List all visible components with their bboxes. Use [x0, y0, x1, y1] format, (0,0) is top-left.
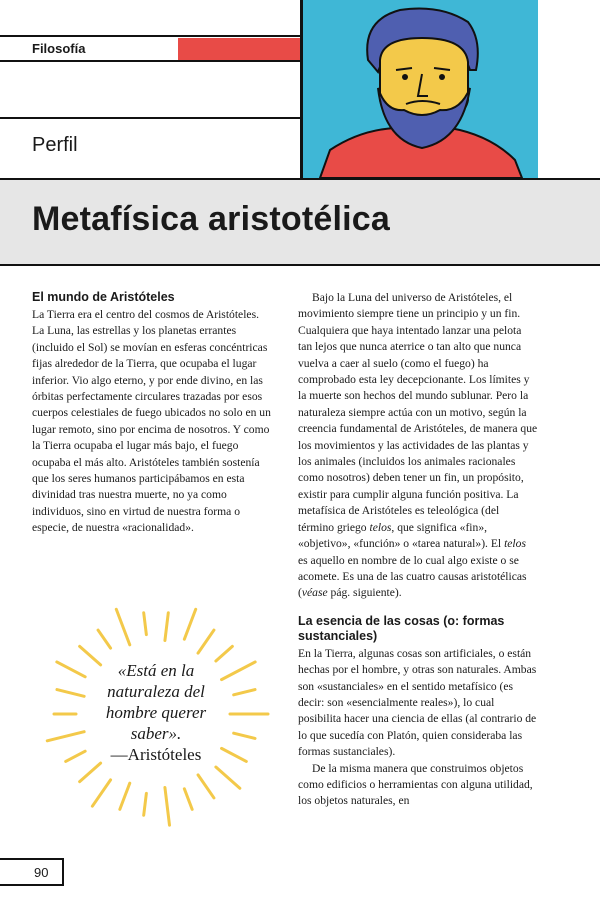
sunburst-ray [47, 732, 84, 741]
sunburst-ray [222, 662, 256, 680]
sunburst-ray [184, 609, 195, 639]
quote-author: —Aristóteles [110, 745, 202, 764]
sunburst-ray [98, 630, 110, 648]
sunburst-ray [234, 733, 255, 738]
top-rule [0, 35, 300, 37]
right-paragraph-2: En la Tierra, algunas cosas son artificiales, o están hechas por el hombre, y otras son naturales. Ambas son «sustanciales» en el sentido metafísico (es decir: son «esencialmente reales»), lo cual posibilita hacer una ciencia de ellas (al contrario de lo que sucedía con Platón, quien consideraba las formas sustanciales). [298, 646, 537, 759]
sunburst-ray [116, 609, 129, 645]
pull-quote [86, 660, 226, 765]
profile-label: Perfil [32, 134, 78, 156]
sunburst-ray [165, 613, 168, 641]
right-column [298, 290, 538, 810]
sunburst-ray [144, 613, 147, 635]
profile-rule [0, 117, 300, 119]
sunburst-ray [216, 646, 232, 661]
sunburst-ray [66, 751, 85, 761]
right-heading: La esencia de las cosas (o: formas sustanciales) [298, 613, 505, 643]
accent-bar [178, 38, 300, 60]
sunburst-ray [184, 789, 192, 810]
right-paragraph-3: De la misma manera que construimos objetos como edificios o herramientas con alguna utilidad, los objetos naturales, en [298, 761, 533, 808]
sunburst-ray [92, 780, 110, 806]
mid-rule [0, 60, 300, 62]
sunburst-ray [165, 787, 170, 825]
quote-text: «Está en la naturaleza del hombre querer saber». [105, 661, 207, 743]
sunburst-ray [198, 630, 214, 653]
section-label: Filosofía [32, 41, 86, 56]
page-number: 90 [0, 858, 64, 886]
page-title: Metafísica aristotélica [32, 200, 390, 238]
left-heading: El mundo de Aristóteles [32, 290, 175, 304]
sunburst-ray [144, 793, 147, 815]
sunburst-ray [57, 690, 84, 697]
left-paragraph: La Tierra era el centro del cosmos de Aristóteles. La Luna, las estrellas y los planetas errantes (incluido el Sol) se movían en esferas concéntricas fijas alrededor de la Tierra, que ocupaba el lugar inferior. Vio algo eterno, y por ende divino, en las órbitas perfectamente circulares trazadas por esos cuerpos celestiales de fuego ubicados no solo en un lugar remoto, sino por encima de nosotros. Y como la Tierra ocupaba el lugar más bajo, el fuego ocupaba el más alto. Aristóteles también sostenía que los seres humanos participábamos en esta divinidad tras nuestra muerte, no ya como individuos, sino en virtud de nuestra forma o especie, de nuestra «racionalidad». [32, 308, 271, 535]
sunburst-ray [234, 690, 255, 695]
sunburst-ray [120, 783, 130, 809]
sunburst-ray [216, 767, 240, 788]
sunburst-ray [198, 775, 214, 798]
aristotle-portrait [300, 0, 538, 178]
sunburst-ray [80, 763, 101, 782]
portrait-illustration [300, 0, 538, 178]
sunburst-ray [57, 662, 85, 677]
right-paragraph-1: Bajo la Luna del universo de Aristóteles, el movimiento siempre tiene un principio y un fin. Cualquiera que haya intentado lanzar una pelota tan lejos que nunca aterrice o tan alto que nunca vuelva a caer al suelo (como el fuego) ha comprobado esta ley decepcionante. Los límites y la muerte son hechos del mundo sublunar. Pero la naturaleza siempre actúa con un motivo, según la creencia fundamental de Aristóteles, de manera que los movimientos y las actividades de las plantas y los animales (incluidos los animales racionales como nosotros) deben tener un fin, un propósito, existir para cumplir alguna función positiva. La metafísica de Aristóteles es teleológica (del término griego telos, que significa «fin», «objetivo», «función» o «tarea natural»). El telos es aquello en nombre de lo cual algo existe o se acomete. Es una de las cuatro causas aristotélicas (véase pág. siguiente). [298, 291, 538, 600]
left-column [32, 290, 272, 537]
